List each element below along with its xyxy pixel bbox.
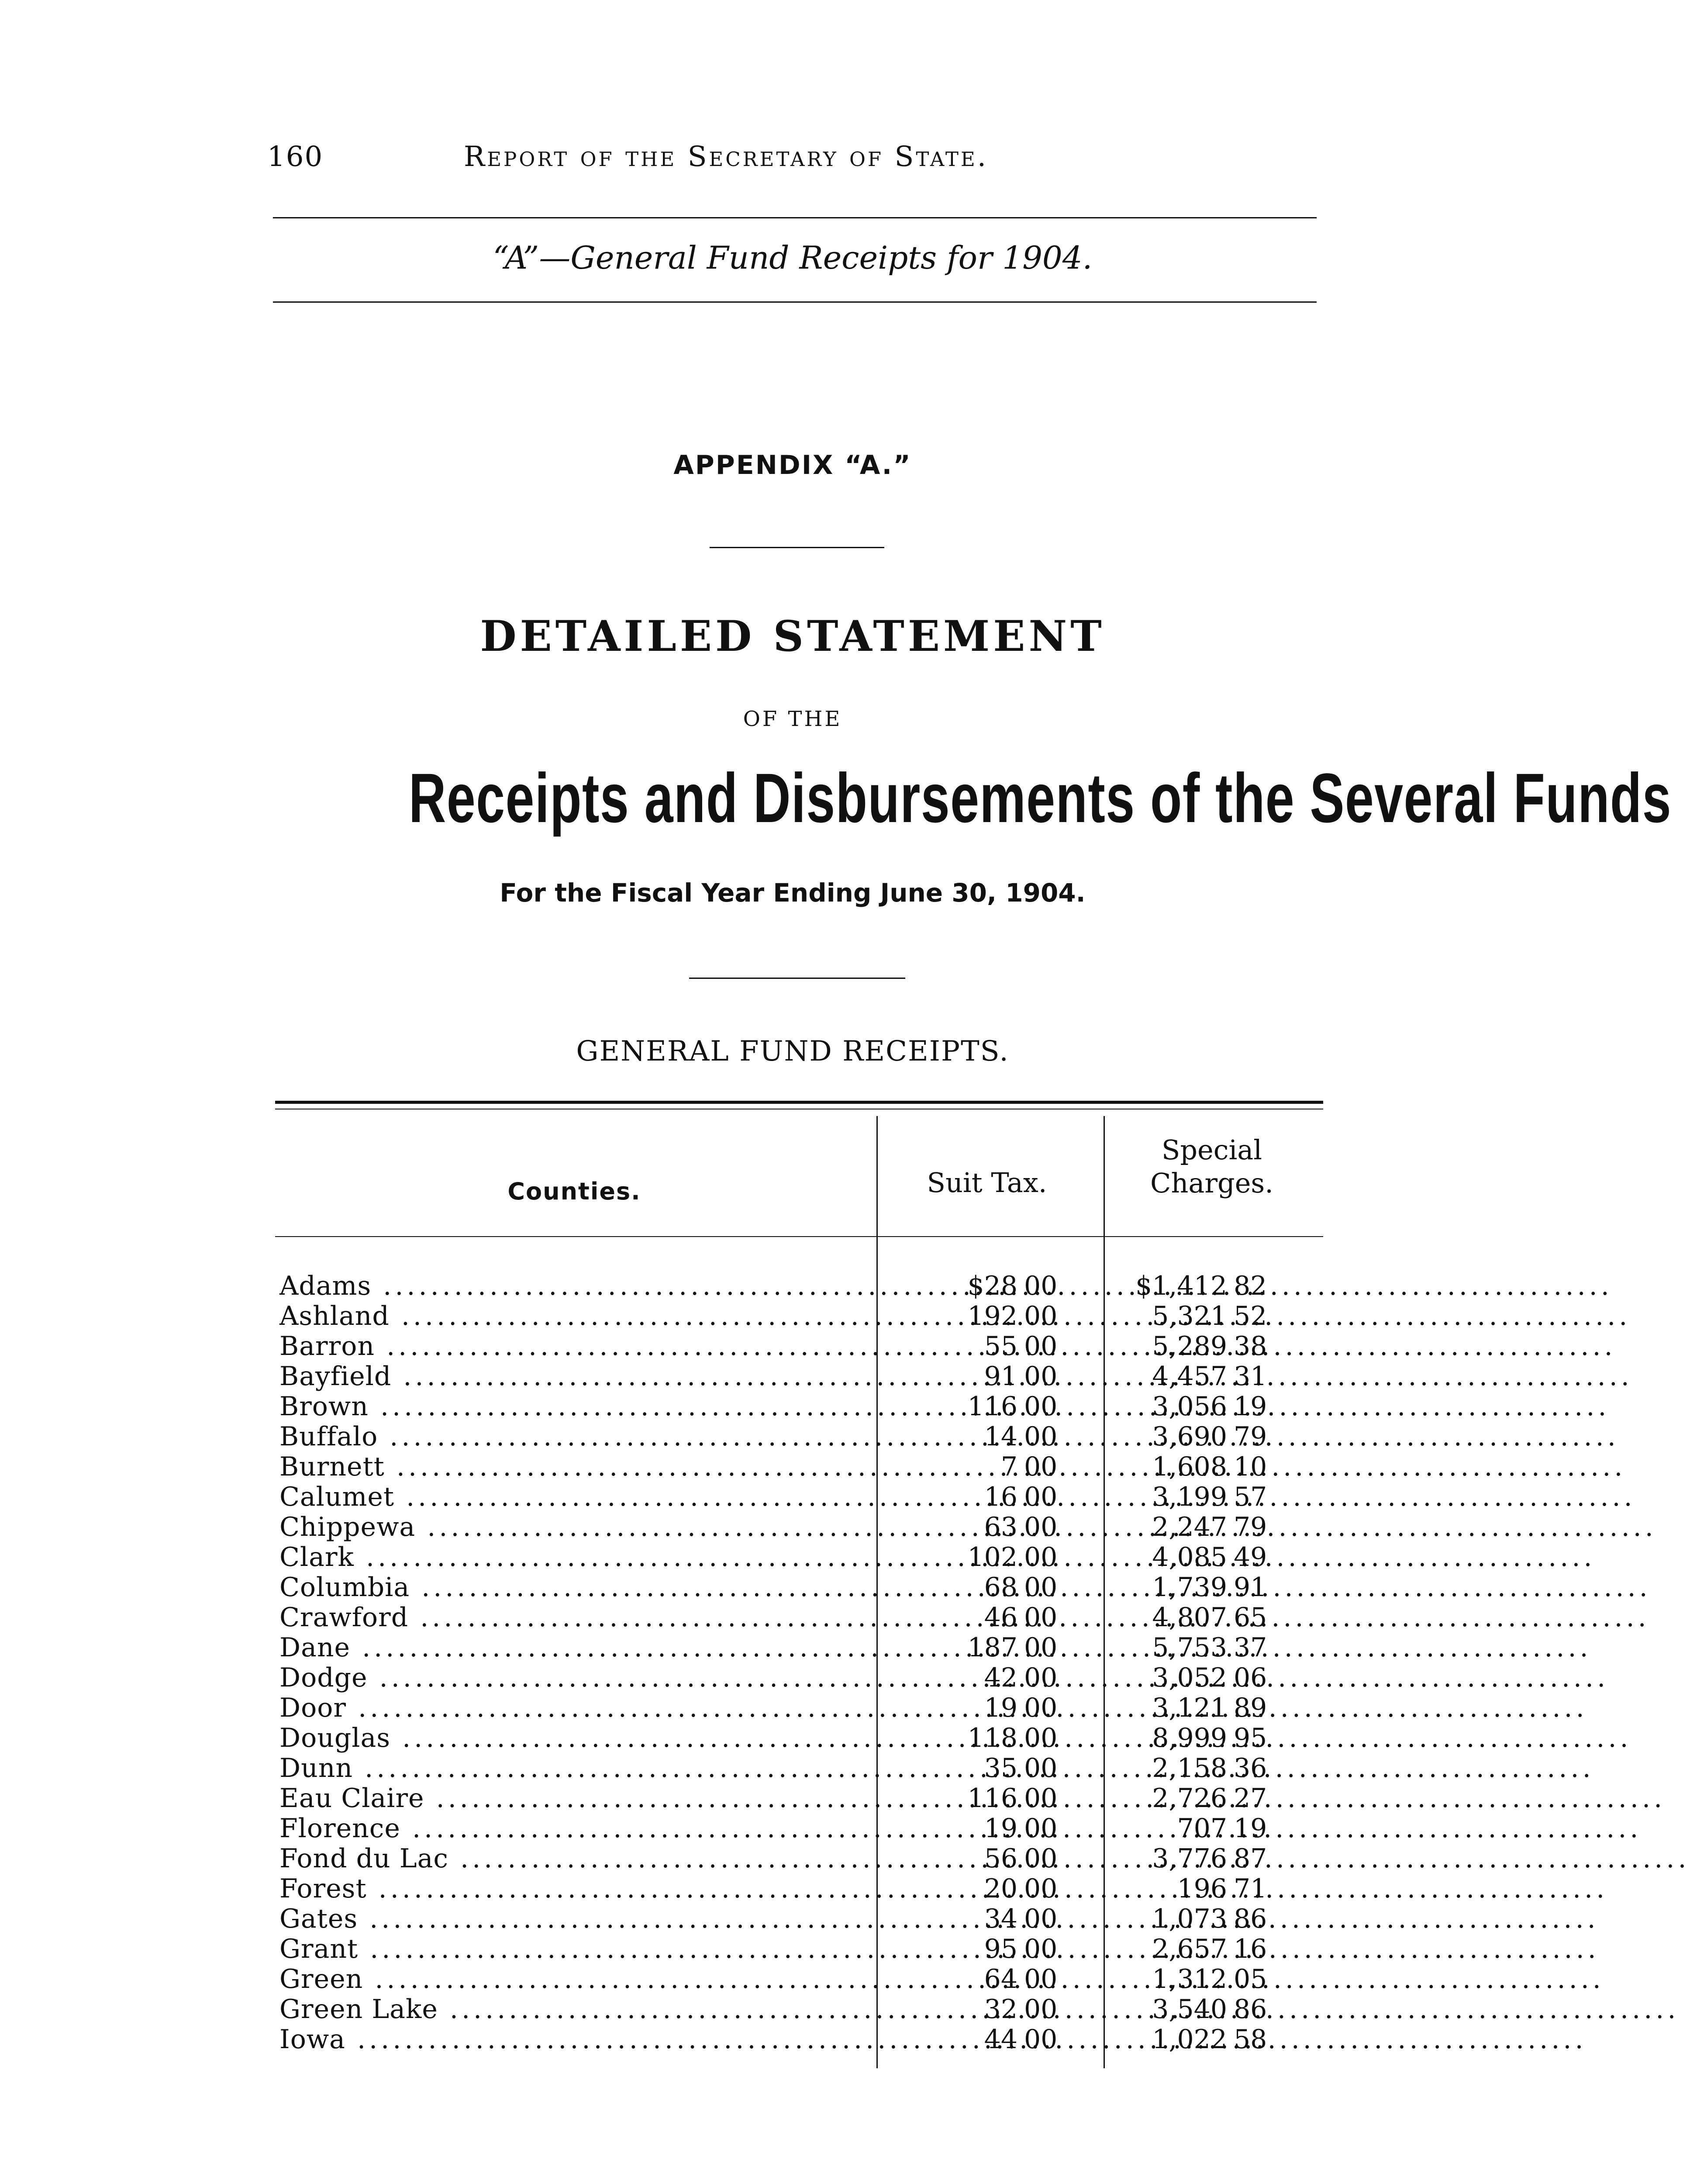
table-row: [279, 1814, 1328, 1844]
table-row: [279, 1331, 1328, 1362]
suit-tax-dollars: 35: [984, 1753, 1017, 1783]
special-charges-dollars: 3,690: [1152, 1421, 1227, 1452]
suit-tax-dollars: 102: [967, 1542, 1017, 1572]
special-charges-cents: 82: [1234, 1271, 1267, 1301]
title-of-the: OF THE: [743, 707, 842, 731]
special-charges-dollars: 2,158: [1152, 1753, 1227, 1783]
suit-tax-cents: 00: [1024, 1542, 1058, 1572]
special-charges-dollars: 1,739: [1152, 1572, 1227, 1603]
county-name: Iowa .....: [279, 2025, 873, 2055]
county-name: Dunn .....: [279, 1753, 873, 1783]
special-charges-dollars: $1,412: [1135, 1271, 1227, 1301]
county-name: Forest .....: [279, 1874, 873, 1904]
county-name: Buffalo .....: [279, 1422, 873, 1452]
county-name: Eau Claire .....: [279, 1783, 873, 1814]
suit-tax-cents: 00: [1024, 1512, 1058, 1542]
suit-tax-cents: 00: [1024, 1421, 1058, 1452]
suit-tax-dollars: 116: [967, 1391, 1017, 1422]
table-row: [279, 2025, 1328, 2055]
section-subhead: “A”—General Fund Receipts for 1904.: [493, 239, 1093, 276]
county-name: Burnett .....: [279, 1452, 873, 1482]
suit-tax-dollars: 64: [984, 1964, 1017, 1994]
special-charges-cents: 65: [1234, 1602, 1267, 1633]
suit-tax-cents: 00: [1024, 1482, 1058, 1512]
suit-tax-cents: 00: [1024, 1934, 1058, 1964]
suit-tax-dollars: 118: [967, 1723, 1017, 1753]
special-charges-cents: 31: [1234, 1361, 1267, 1392]
suit-tax-cents: 00: [1024, 1904, 1058, 1934]
special-charges-dollars: 5,321: [1152, 1301, 1227, 1331]
table-body: [279, 1271, 1328, 2055]
title-detailed-statement: DETAILED STATEMENT: [480, 612, 1105, 661]
county-name: Chippewa .....: [279, 1512, 873, 1542]
suit-tax-cents: 00: [1024, 1994, 1058, 2025]
special-charges-dollars: 2,726: [1152, 1783, 1227, 1814]
special-charges-dollars: 4,457: [1152, 1361, 1227, 1392]
suit-tax-dollars: 63: [984, 1512, 1017, 1542]
suit-tax-cents: 00: [1024, 1843, 1058, 1874]
county-name: Green .....: [279, 1964, 873, 1994]
suit-tax-cents: 00: [1024, 1572, 1058, 1603]
suit-tax-dollars: 46: [984, 1602, 1017, 1633]
suit-tax-dollars: 42: [984, 1662, 1017, 1693]
table-row: [279, 1603, 1328, 1633]
county-name: Door .....: [279, 1693, 873, 1723]
special-charges-line-1: Special: [1161, 1134, 1262, 1166]
special-charges-cents: 79: [1234, 1421, 1267, 1452]
suit-tax-dollars: 16: [984, 1482, 1017, 1512]
county-name: Douglas .....: [279, 1723, 873, 1753]
table-row: [279, 1994, 1328, 2025]
special-charges-cents: 36: [1234, 1753, 1267, 1783]
suit-tax-cents: 00: [1024, 1873, 1058, 1904]
suit-tax-dollars: 187: [967, 1632, 1017, 1663]
special-charges-cents: 06: [1234, 1662, 1267, 1693]
special-charges-dollars: 3,121: [1152, 1693, 1227, 1723]
county-name: Dodge .....: [279, 1663, 873, 1693]
table-row: [279, 1874, 1328, 1904]
special-charges-cents: 16: [1234, 1934, 1267, 1964]
special-charges-dollars: 3,540: [1152, 1994, 1227, 2025]
suit-tax-cents: 00: [1024, 1813, 1058, 1844]
table-row: [279, 1693, 1328, 1723]
special-charges-cents: 27: [1234, 1783, 1267, 1814]
special-charges-dollars: 1,608: [1152, 1451, 1227, 1482]
suit-tax-cents: 00: [1024, 1783, 1058, 1814]
table-row: [279, 1633, 1328, 1663]
county-name: Crawford .....: [279, 1603, 873, 1633]
county-name: Gates .....: [279, 1904, 873, 1934]
suit-tax-dollars: 192: [967, 1301, 1017, 1331]
special-charges-cents: 86: [1234, 1904, 1267, 1934]
special-charges-dollars: 4,807: [1152, 1602, 1227, 1633]
suit-tax-cents: 00: [1024, 1753, 1058, 1783]
suit-tax-dollars: 116: [967, 1783, 1017, 1814]
table-row: [279, 1844, 1328, 1874]
table-row: [279, 1663, 1328, 1693]
table-row: [279, 1542, 1328, 1572]
suit-tax-dollars: 14: [984, 1421, 1017, 1452]
county-name: Clark .....: [279, 1542, 873, 1572]
suit-tax-dollars: 95: [984, 1934, 1017, 1964]
county-name: Adams .....: [279, 1271, 873, 1301]
suit-tax-cents: 00: [1024, 1301, 1058, 1331]
table-row: [279, 1422, 1328, 1452]
special-charges-line-2: Charges.: [1150, 1167, 1273, 1199]
table-row: [279, 1904, 1328, 1934]
suit-tax-cents: 00: [1024, 1361, 1058, 1392]
special-charges-dollars: 3,776: [1152, 1843, 1227, 1874]
county-name: Florence .....: [279, 1814, 873, 1844]
special-charges-cents: 37: [1234, 1632, 1267, 1663]
suit-tax-dollars: 56: [984, 1843, 1017, 1874]
table-row: [279, 1512, 1328, 1542]
special-charges-dollars: 5,753: [1152, 1632, 1227, 1663]
special-charges-cents: 05: [1234, 1964, 1267, 1994]
special-charges-cents: 89: [1234, 1693, 1267, 1723]
table-row: [279, 1572, 1328, 1603]
suit-tax-dollars: 32: [984, 1994, 1017, 2025]
special-charges-dollars: 3,199: [1152, 1482, 1227, 1512]
special-charges-dollars: 1,312: [1152, 1964, 1227, 1994]
county-name: Calumet .....: [279, 1482, 873, 1512]
table-row: [279, 1964, 1328, 1994]
special-charges-dollars: 4,085: [1152, 1542, 1227, 1572]
table-row: [279, 1271, 1328, 1301]
special-charges-cents: 19: [1234, 1391, 1267, 1422]
special-charges-cents: 91: [1234, 1572, 1267, 1603]
table-row: [279, 1482, 1328, 1512]
page-number: 160: [267, 141, 324, 173]
suit-tax-cents: 00: [1024, 1632, 1058, 1663]
suit-tax-dollars: 44: [984, 2024, 1017, 2055]
suit-tax-dollars: $28: [967, 1271, 1017, 1301]
suit-tax-dollars: 68: [984, 1572, 1017, 1603]
county-name: Bayfield .....: [279, 1362, 873, 1392]
special-charges-cents: 57: [1234, 1482, 1267, 1512]
short-rule-1: [710, 547, 884, 548]
special-charges-dollars: 1,022: [1152, 2024, 1227, 2055]
county-name: Grant .....: [279, 1934, 873, 1964]
table-top-rule-thick: [275, 1101, 1323, 1104]
header-rule: [273, 217, 1317, 218]
special-charges-dollars: 3,056: [1152, 1391, 1227, 1422]
table-title: GENERAL FUND RECEIPTS.: [576, 1035, 1009, 1068]
county-name: Barron .....: [279, 1331, 873, 1362]
county-name: Columbia .....: [279, 1572, 873, 1603]
special-charges-cents: 49: [1234, 1542, 1267, 1572]
special-charges-cents: 71: [1234, 1873, 1267, 1904]
special-charges-dollars: 1,073: [1152, 1904, 1227, 1934]
special-charges-cents: 10: [1234, 1451, 1267, 1482]
column-header-counties: Counties.: [507, 1178, 641, 1205]
suit-tax-dollars: 91: [984, 1361, 1017, 1392]
county-name: Dane .....: [279, 1633, 873, 1663]
special-charges-cents: 95: [1234, 1723, 1267, 1753]
header-bottom-rule: [275, 1236, 1323, 1237]
suit-tax-dollars: 34: [984, 1904, 1017, 1934]
county-name: Brown .....: [279, 1392, 873, 1422]
title-receipts-disbursements: Receipts and Disbursements of the Several Funds: [408, 759, 1672, 837]
suit-tax-cents: 00: [1024, 1271, 1058, 1301]
short-rule-2: [689, 978, 905, 979]
county-name: Green Lake .....: [279, 1994, 873, 2025]
table-row: [279, 1753, 1328, 1783]
title-fiscal-year: For the Fiscal Year Ending June 30, 1904.: [500, 878, 1086, 908]
suit-tax-cents: 00: [1024, 1331, 1058, 1362]
suit-tax-cents: 00: [1024, 2024, 1058, 2055]
running-title: Report of the Secretary of State.: [464, 141, 989, 173]
table-row: [279, 1362, 1328, 1392]
special-charges-cents: 87: [1234, 1843, 1267, 1874]
table-row: [279, 1723, 1328, 1753]
table-row: [279, 1452, 1328, 1482]
table-row: [279, 1934, 1328, 1964]
special-charges-dollars: 2,247: [1152, 1512, 1227, 1542]
suit-tax-dollars: 19: [984, 1693, 1017, 1723]
special-charges-dollars: 707: [1177, 1813, 1227, 1844]
suit-tax-dollars: 19: [984, 1813, 1017, 1844]
special-charges-dollars: 2,657: [1152, 1934, 1227, 1964]
suit-tax-cents: 00: [1024, 1693, 1058, 1723]
special-charges-dollars: 3,052: [1152, 1662, 1227, 1693]
suit-tax-dollars: 7: [1000, 1451, 1017, 1482]
suit-tax-cents: 00: [1024, 1723, 1058, 1753]
table-row: [279, 1783, 1328, 1814]
column-header-suit-tax: Suit Tax.: [927, 1167, 1047, 1199]
special-charges-dollars: 196: [1177, 1873, 1227, 1904]
suit-tax-cents: 00: [1024, 1451, 1058, 1482]
special-charges-cents: 52: [1234, 1301, 1267, 1331]
subhead-rule: [273, 301, 1317, 303]
table-row: [279, 1392, 1328, 1422]
county-name: Fond du Lac .....: [279, 1844, 873, 1874]
suit-tax-cents: 00: [1024, 1602, 1058, 1633]
special-charges-cents: 38: [1234, 1331, 1267, 1362]
suit-tax-cents: 00: [1024, 1391, 1058, 1422]
table-row: [279, 1301, 1328, 1331]
appendix-label: APPENDIX “A.”: [673, 450, 912, 480]
special-charges-dollars: 8,999: [1152, 1723, 1227, 1753]
column-header-special-charges: [1103, 1133, 1321, 1200]
special-charges-cents: 58: [1234, 2024, 1267, 2055]
suit-tax-dollars: 20: [984, 1873, 1017, 1904]
county-name: Ashland .....: [279, 1301, 873, 1331]
suit-tax-dollars: 55: [984, 1331, 1017, 1362]
special-charges-cents: 86: [1234, 1994, 1267, 2025]
suit-tax-cents: 00: [1024, 1964, 1058, 1994]
special-charges-cents: 79: [1234, 1512, 1267, 1542]
special-charges-dollars: 5,289: [1152, 1331, 1227, 1362]
special-charges-cents: 19: [1234, 1813, 1267, 1844]
suit-tax-cents: 00: [1024, 1662, 1058, 1693]
